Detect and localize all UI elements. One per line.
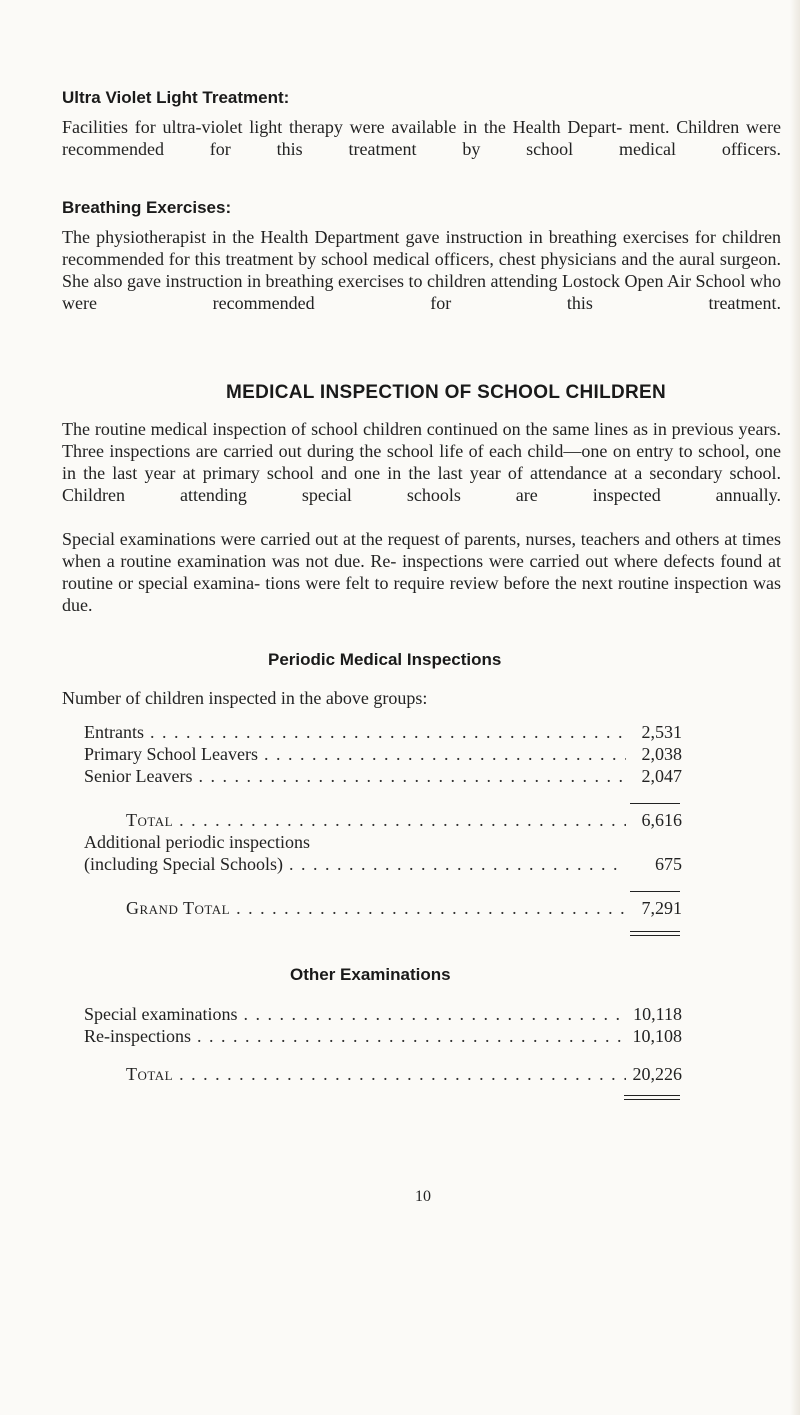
leader-dots <box>258 743 626 765</box>
additional-row <box>84 853 682 875</box>
medical-paragraph-1: The routine medical inspection of school children continued on the same lines as in previous years. Three inspections are carried out during the school life of each child—one on entry to school, one in the last year at primary school and one in the last year of attendance at a secondary school. Children attending special schools are inspected annually. <box>62 419 781 505</box>
leader-dots <box>191 1025 626 1047</box>
medical-heading: MEDICAL INSPECTION OF SCHOOL CHILDREN <box>226 382 667 403</box>
grand-total-value: 7,291 <box>641 898 682 918</box>
other-total-label: Total <box>126 1064 174 1084</box>
additional-label-line1: Additional periodic inspections <box>84 832 310 852</box>
periodic-row-entrants <box>84 721 682 743</box>
additional-value: 675 <box>655 854 682 874</box>
medical-paragraph-2: Special examinations were carried out at the request of parents, nurses, teachers and others at times when a routine examination was not due. Re- inspections were carried out where defects found at routine or special examina- tions were felt to require review before the next routine inspection was due. <box>62 529 781 615</box>
row-label: Senior Leavers <box>84 766 193 786</box>
row-value: 2,047 <box>641 766 682 786</box>
periodic-row-primary <box>84 743 682 765</box>
leader-dots <box>192 765 626 787</box>
row-label: Re-inspections <box>84 1026 191 1046</box>
row-value: 10,118 <box>633 1004 682 1024</box>
periodic-row-senior <box>84 765 682 787</box>
double-rule-top <box>630 931 680 932</box>
leader-dots <box>283 853 626 875</box>
other-total-row <box>126 1063 682 1085</box>
breathing-heading: Breathing Exercises: <box>62 198 232 217</box>
other-row-special <box>84 1003 682 1025</box>
periodic-heading: Periodic Medical Inspections <box>268 650 502 669</box>
leader-dots <box>173 809 626 831</box>
double-rule-bottom <box>630 935 680 936</box>
other-total-value: 20,226 <box>632 1064 682 1084</box>
other-double-rule-bottom <box>624 1099 680 1100</box>
row-label: Entrants <box>84 722 144 742</box>
breathing-paragraph: The physiotherapist in the Health Department gave instruction in breathing exercises for children recommended for this treatment by school medical officers, chest physicians and the aural surgeon. She also gave instruction in breathing exercises to children attending Lostock Open Air School who were recommended for this treatment. <box>62 227 781 313</box>
other-row-reinspections <box>84 1025 682 1047</box>
total-value: 6,616 <box>641 810 682 830</box>
row-value: 2,531 <box>641 722 682 742</box>
row-value: 10,108 <box>632 1026 682 1046</box>
other-double-rule-top <box>624 1095 680 1096</box>
page-number: 10 <box>415 1188 431 1205</box>
periodic-total-row <box>126 809 682 831</box>
page-edge <box>790 0 800 1415</box>
other-heading: Other Examinations <box>290 965 451 984</box>
row-value: 2,038 <box>641 744 682 764</box>
row-label: Primary School Leavers <box>84 744 258 764</box>
grand-total-rule <box>630 891 680 892</box>
leader-dots <box>144 721 626 743</box>
total-label: Total <box>126 810 174 830</box>
leader-dots <box>230 897 626 919</box>
uv-paragraph: Facilities for ultra-violet light therapy were available in the Health Depart- ment. Children were recommended for this treatment by school medical officers. <box>62 117 781 159</box>
leader-dots <box>237 1003 626 1025</box>
row-label: Special examinations <box>84 1004 238 1024</box>
grand-total-row <box>126 897 682 919</box>
subtotal-rule <box>630 803 680 804</box>
periodic-intro: Number of children inspected in the above groups: <box>62 688 428 708</box>
grand-total-label: Grand Total <box>126 898 231 918</box>
uv-heading: Ultra Violet Light Treatment: <box>62 88 290 107</box>
additional-label-line2: (including Special Schools) <box>84 854 283 874</box>
leader-dots <box>173 1063 626 1085</box>
